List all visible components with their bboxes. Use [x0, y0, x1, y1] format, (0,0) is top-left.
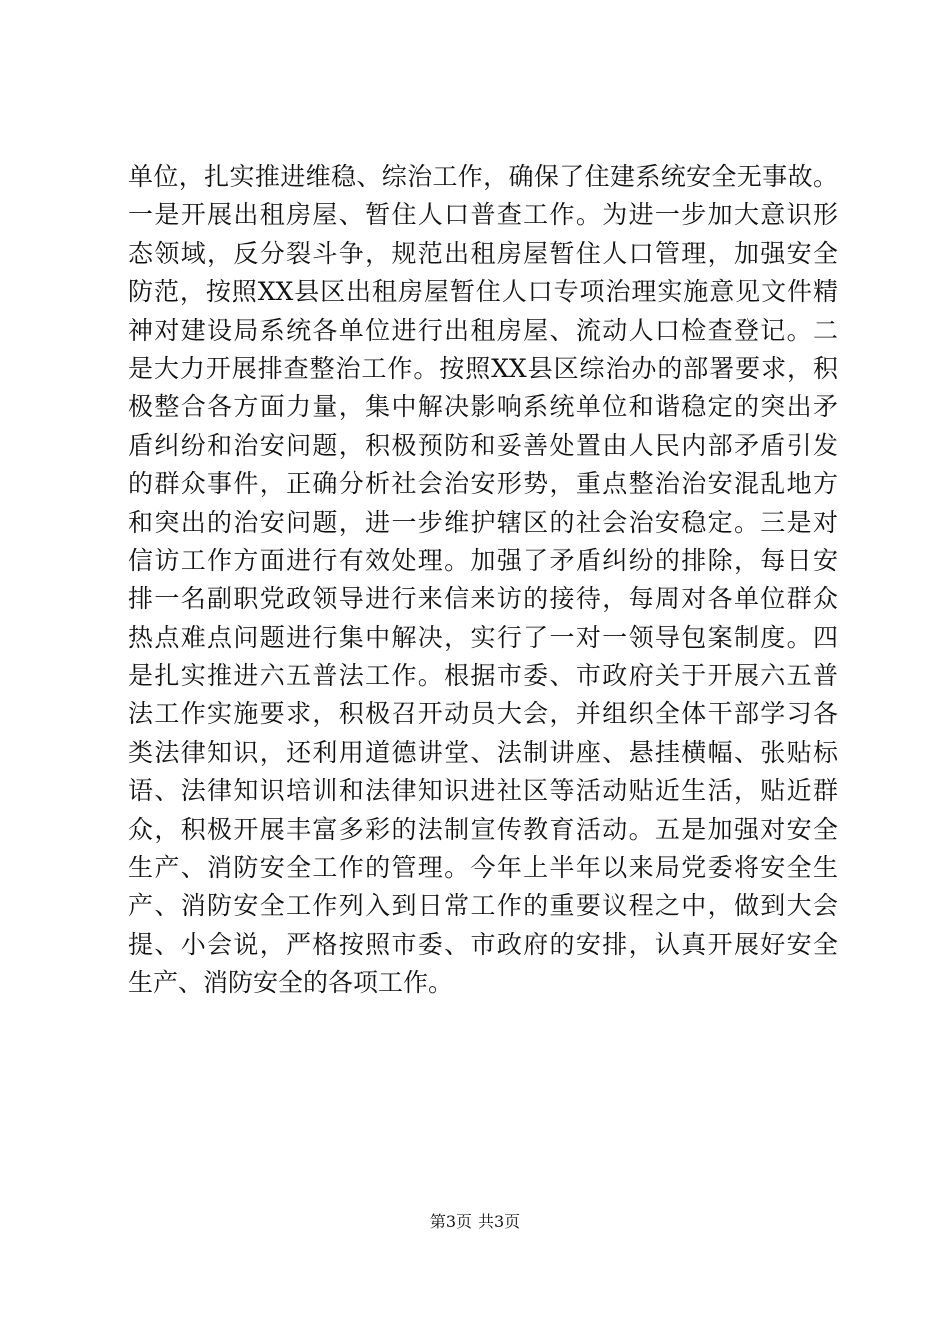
- body-text-line: 排一名副职党政领导进行来信来访的接待，每周对各单位群众: [128, 584, 838, 614]
- body-text-line: 提、小会说，严格按照市委、市政府的安排，认真开展好安全: [128, 929, 838, 959]
- body-text-line: 态领域，反分裂斗争，规范出租房屋暂住人口管理，加强安全: [128, 238, 838, 268]
- body-text-line: 热点难点问题进行集中解决，实行了一对一领导包案制度。四: [128, 622, 838, 652]
- body-text-line: 法工作实施要求，积极召开动员大会，并组织全体干部学习各: [128, 699, 838, 729]
- body-text-line: 产、消防安全工作列入到日常工作的重要议程之中，做到大会: [128, 891, 838, 921]
- document-body: [128, 158, 838, 1003]
- body-text-line: 类法律知识，还利用道德讲堂、法制讲座、悬挂横幅、张贴标: [128, 737, 838, 767]
- body-text-line: 生产、消防安全的各项工作。: [128, 968, 454, 998]
- body-text-line: 防范，按照XX县区出租房屋暂住人口专项治理实施意见文件精: [128, 277, 838, 307]
- body-text-line: 信访工作方面进行有效处理。加强了矛盾纠纷的排除，每日安: [128, 545, 838, 575]
- body-text-line: 和突出的治安问题，进一步维护辖区的社会治安稳定。三是对: [128, 507, 838, 537]
- body-text-line: 神对建设局系统各单位进行出租房屋、流动人口检查登记。二: [128, 315, 838, 345]
- body-text-line: 语、法律知识培训和法律知识进社区等活动贴近生活，贴近群: [128, 776, 838, 806]
- page-number: 第3页: [429, 1212, 472, 1231]
- page-footer: [0, 1212, 950, 1232]
- body-text-line: 极整合各方面力量，集中解决影响系统单位和谐稳定的突出矛: [128, 392, 838, 422]
- body-text-line: 一是开展出租房屋、暂住人口普查工作。为进一步加大意识形: [128, 200, 838, 230]
- body-text-line: 是大力开展排查整治工作。按照XX县区综治办的部署要求，积: [128, 353, 838, 383]
- body-text-line: 盾纠纷和治安问题，积极预防和妥善处置由人民内部矛盾引发: [128, 430, 838, 460]
- body-text-line: 单位，扎实推进维稳、综治工作，确保了住建系统安全无事故。: [128, 162, 838, 191]
- body-text-line: 的群众事件，正确分析社会治安形势，重点整治治安混乱地方: [128, 469, 838, 499]
- body-text-line: 生产、消防安全工作的管理。今年上半年以来局党委将安全生: [128, 853, 838, 883]
- body-text-line: 众，积极开展丰富多彩的法制宣传教育活动。五是加强对安全: [128, 814, 838, 844]
- page-total: 共3页: [478, 1212, 521, 1231]
- body-text-line: 是扎实推进六五普法工作。根据市委、市政府关于开展六五普: [128, 661, 838, 691]
